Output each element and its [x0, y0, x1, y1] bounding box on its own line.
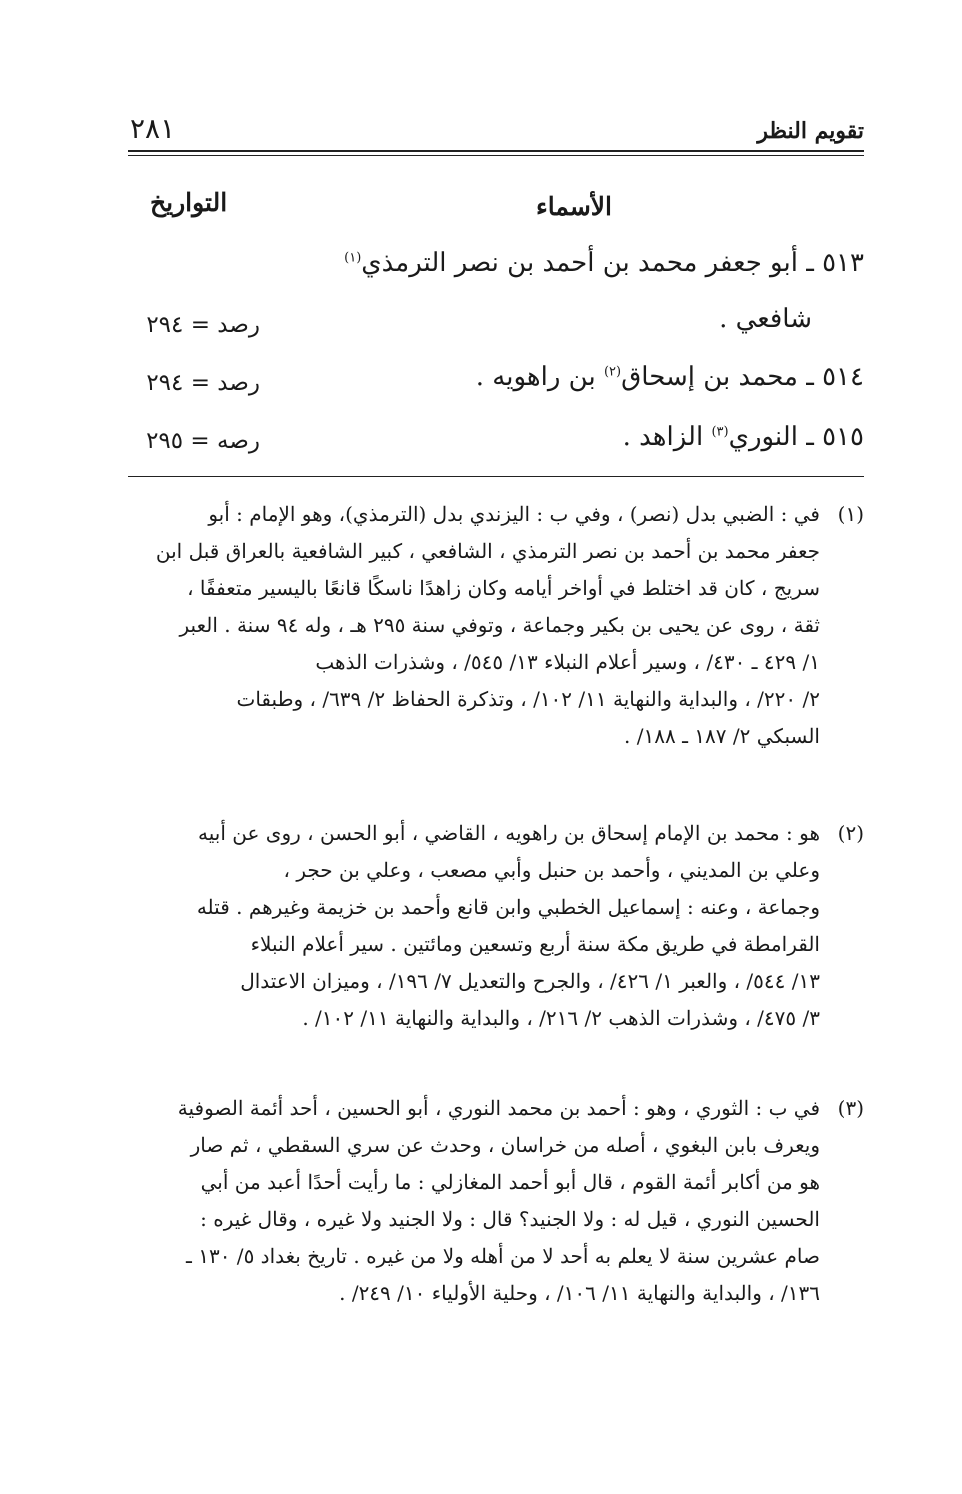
entry-name: النوري: [728, 422, 798, 452]
entry-number: ٥١٣: [822, 248, 864, 278]
entry-513-date: رصد = ٢٩٤: [146, 312, 260, 338]
footnote-marker: (١): [837, 502, 864, 526]
entry-number: ٥١٥: [822, 422, 864, 452]
footnote-line: السبكي ٢/ ١٨٧ ـ ١٨٨/ .: [624, 724, 820, 748]
footnote-line: ٢/ ٢٢٠/ ، والبداية والنهاية ١١/ ١٠٢/ ، وتذكرة الحفاظ ٢/ ٦٣٩/ ، وطبقات: [236, 687, 820, 711]
entry-514: ٥١٤ ـ محمد بن إسحاق$^{(٢)}$ بن راهويه .: [475, 362, 864, 392]
entry-515-date: رصه = ٢٩٥: [146, 428, 260, 454]
names-column-heading: الأسماء: [536, 192, 612, 221]
entry-514-date: رصد = ٢٩٤: [146, 370, 260, 396]
footnote-line: ١٣٦/ ، والبداية والنهاية ١١/ ١٠٦/ ، وحلية الأولياء ١٠/ ٢٤٩/ .: [339, 1281, 820, 1305]
footnote-line: الحسين النوري ، قيل له : ولا الجنيد؟ قال : ولا الجنيد ولا غيره ، وقال غيره :: [200, 1207, 820, 1231]
entry-513-continuation: شافعي .: [719, 304, 812, 334]
header-rule: [128, 150, 864, 152]
entry-name-rest: الزاهد .: [622, 422, 704, 452]
footnote-line: (٢)هو : محمد بن الإمام إسحاق بن راهويه ، القاضي ، أبو الحسن ، روى عن أبيه: [128, 815, 864, 852]
footnote-line: ثقة ، روى عن يحيى بن بكير وجماعة ، وتوفي سنة ٢٩٥ هـ ، وله ٩٤ سنة . العبر: [179, 613, 820, 637]
entry-name: أبو جعفر محمد بن أحمد بن نصر الترمذي: [361, 248, 798, 278]
footnote-line: سريج ، كان قد اختلط في أواخر أيامه وكان زاهدًا ناسكًا قانعًا باليسير متعففًا ،: [187, 576, 820, 600]
footnote-marker: (٢): [837, 821, 864, 845]
entry-name-rest: بن راهويه .: [475, 362, 596, 392]
footnote-line: (٣)في ب : الثوري ، وهو : أحمد بن محمد النوري ، أبو الحسين ، أحد أئمة الصوفية: [128, 1090, 864, 1127]
footnote-line: وجماعة ، وعنه : إسماعيل الخطبي وابن قانع وأحمد بن خزيمة وغيرهم . قتله: [196, 895, 820, 919]
footnote-line: ويعرف بابن البغوي ، أصله من خراسان ، وحدث عن سري السقطي ، ثم صار: [190, 1133, 820, 1157]
footnote-ref: (١): [344, 250, 362, 266]
footnote-line: جعفر محمد بن أحمد بن نصر الترمذي ، الشافعي ، كبير الشافعية بالعراق قبل ابن: [155, 539, 820, 563]
entry-name: محمد بن إسحاق: [621, 362, 798, 392]
footnote-marker: (٣): [837, 1096, 864, 1120]
footnote-line: صام عشرين سنة لا يعلم به أحد لا من أهله ولا من غيره . تاريخ بغداد ٥/ ١٣٠ ـ: [186, 1244, 820, 1268]
footnote-line: هو من أكابر أئمة القوم ، قال أبو أحمد المغازلي : ما رأيت أحدًا أعبد من أبي: [200, 1170, 820, 1194]
footnote-line: (١)في : الضبي بدل (نصر) ، وفي ب : اليزندي بدل (الترمذي)، وهو الإمام : أبو: [128, 496, 864, 533]
running-header-title: تقويم النظر: [757, 118, 864, 144]
entry-515: ٥١٥ ـ النوري$^{(٣)}$ الزاهد .: [622, 422, 864, 452]
footnote-3: [128, 1090, 864, 1312]
footnote-separator: [128, 476, 864, 477]
footnote-1: [128, 496, 864, 755]
footnote-line: ١٣/ ٥٤٤/ ، والعبر ١/ ٤٢٦/ ، والجرح والتعديل ٧/ ١٩٦/ ، وميزان الاعتدال: [240, 969, 820, 993]
entry-513: ٥١٣ ـ أبو جعفر محمد بن أحمد بن نصر الترمذي$^{(١)}$: [344, 248, 864, 278]
footnote-ref: (٢): [603, 364, 622, 380]
dates-column-heading: التواريخ: [150, 188, 228, 217]
footnote-line: القرامطة في طريق مكة سنة أربع وتسعين ومائتين . سير أعلام النبلاء: [250, 932, 820, 956]
footnote-2: [128, 815, 864, 1037]
footnote-line: وعلي بن المديني ، وأحمد بن حنبل وأبي مصعب ، وعلي بن حجر ،: [283, 858, 820, 882]
header-rule-thin: [128, 155, 864, 156]
footnote-line: ١/ ٤٢٩ ـ ٤٣٠/ ، وسير أعلام النبلاء ١٣/ ٥٤٥/ ، وشذرات الذهب: [315, 650, 820, 674]
footnote-line: ٣/ ٤٧٥/ ، وشذرات الذهب ٢/ ٢١٦/ ، والبداية والنهاية ١١/ ١٠٢/ .: [302, 1006, 820, 1030]
entry-number: ٥١٤: [822, 362, 864, 392]
page-number: ٢٨١: [130, 112, 176, 145]
footnote-ref: (٣): [711, 424, 729, 440]
